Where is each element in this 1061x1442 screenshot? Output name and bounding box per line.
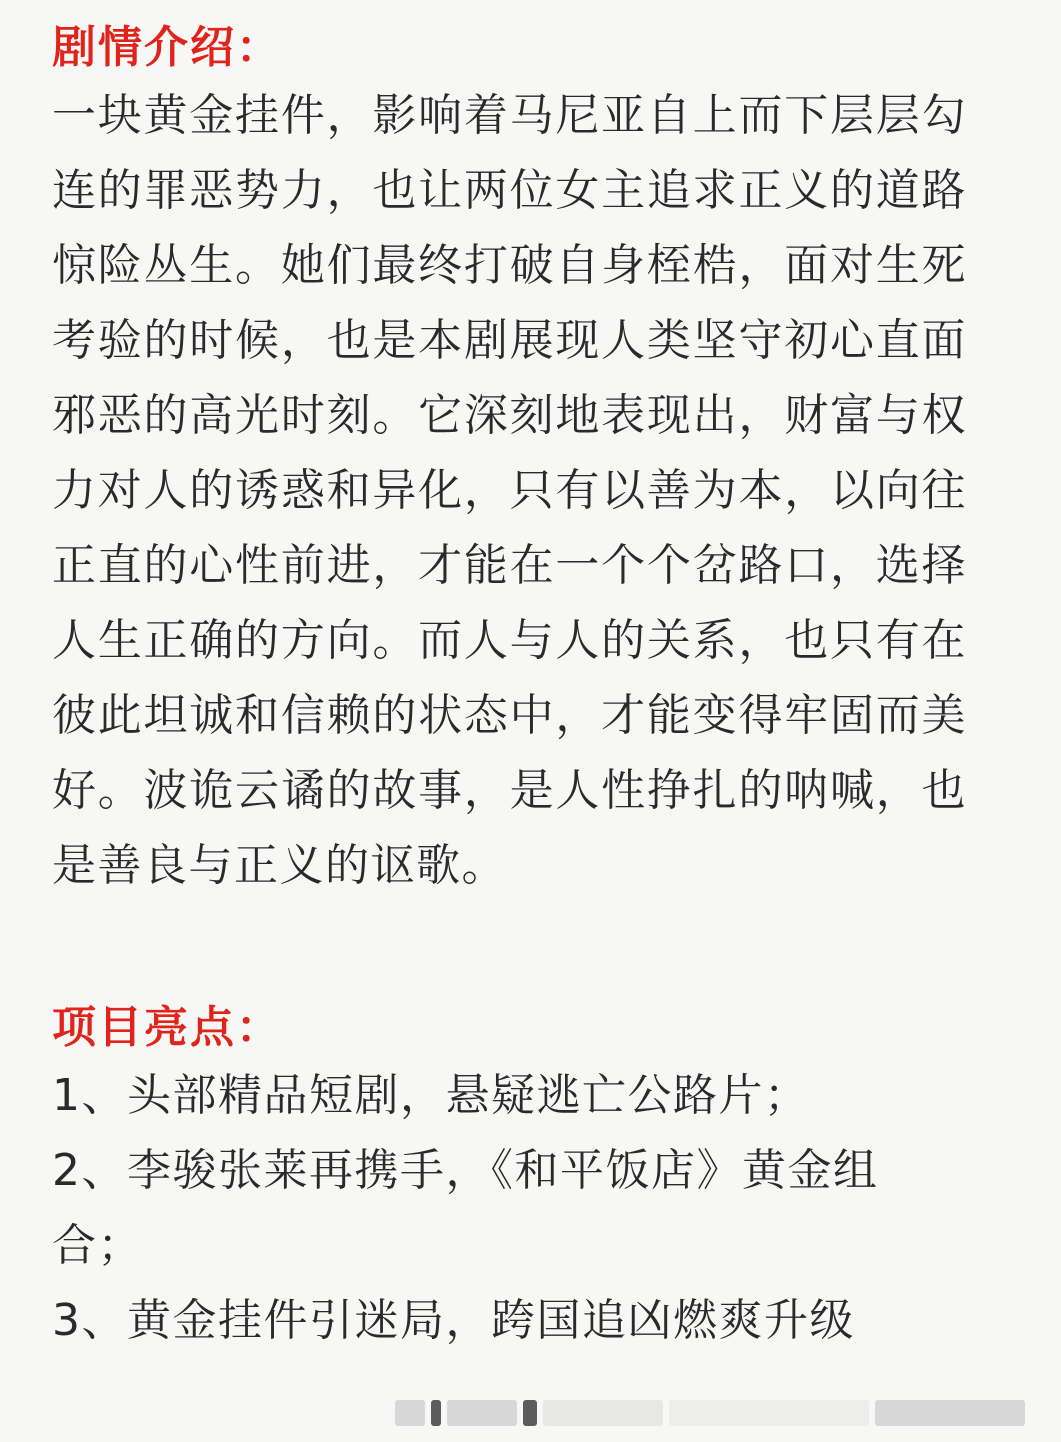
watermark-mark <box>543 1400 663 1426</box>
highlight-item: 2、李骏张莱再携手，《和平饭店》黄金组合； <box>52 1145 879 1271</box>
watermark-mark <box>447 1400 517 1426</box>
highlights-list <box>52 1058 967 1358</box>
watermark-mark <box>523 1400 537 1426</box>
highlight-item: 3、黄金挂件引迷局，跨国追凶燃爽升级 <box>52 1295 855 1346</box>
synopsis-heading: 剧情介绍： <box>52 22 282 73</box>
highlights-heading: 项目亮点： <box>52 1002 282 1053</box>
document <box>52 18 967 1358</box>
highlights-section <box>52 998 967 1358</box>
watermark-overlay <box>395 1396 1050 1430</box>
watermark-mark <box>431 1400 441 1426</box>
watermark-mark <box>395 1400 425 1426</box>
synopsis-section <box>52 18 967 903</box>
watermark-mark <box>875 1400 1025 1426</box>
highlight-item: 1、头部精品短剧，悬疑逃亡公路片； <box>52 1070 810 1121</box>
watermark-mark <box>669 1400 869 1426</box>
synopsis-text: 一块黄金挂件，影响着马尼亚自上而下层层勾连的罪恶势力，也让两位女主追求正义的道路惊险丛生。她们最终打破自身桎梏，面对生死考验的时候，也是本剧展现人类坚守初心直面邪恶的高光时刻。它深刻地表现出，财富与权力对人的诱惑和异化，只有以善为本，以向往正直的心性前进，才能在一个个岔路口，选择人生正确的方向。而人与人的关系，也只有在彼此坦诚和信赖的状态中，才能变得牢固而美好。波诡云谲的故事，是人性挣扎的呐喊，也是善良与正义的讴歌。 <box>52 90 967 891</box>
